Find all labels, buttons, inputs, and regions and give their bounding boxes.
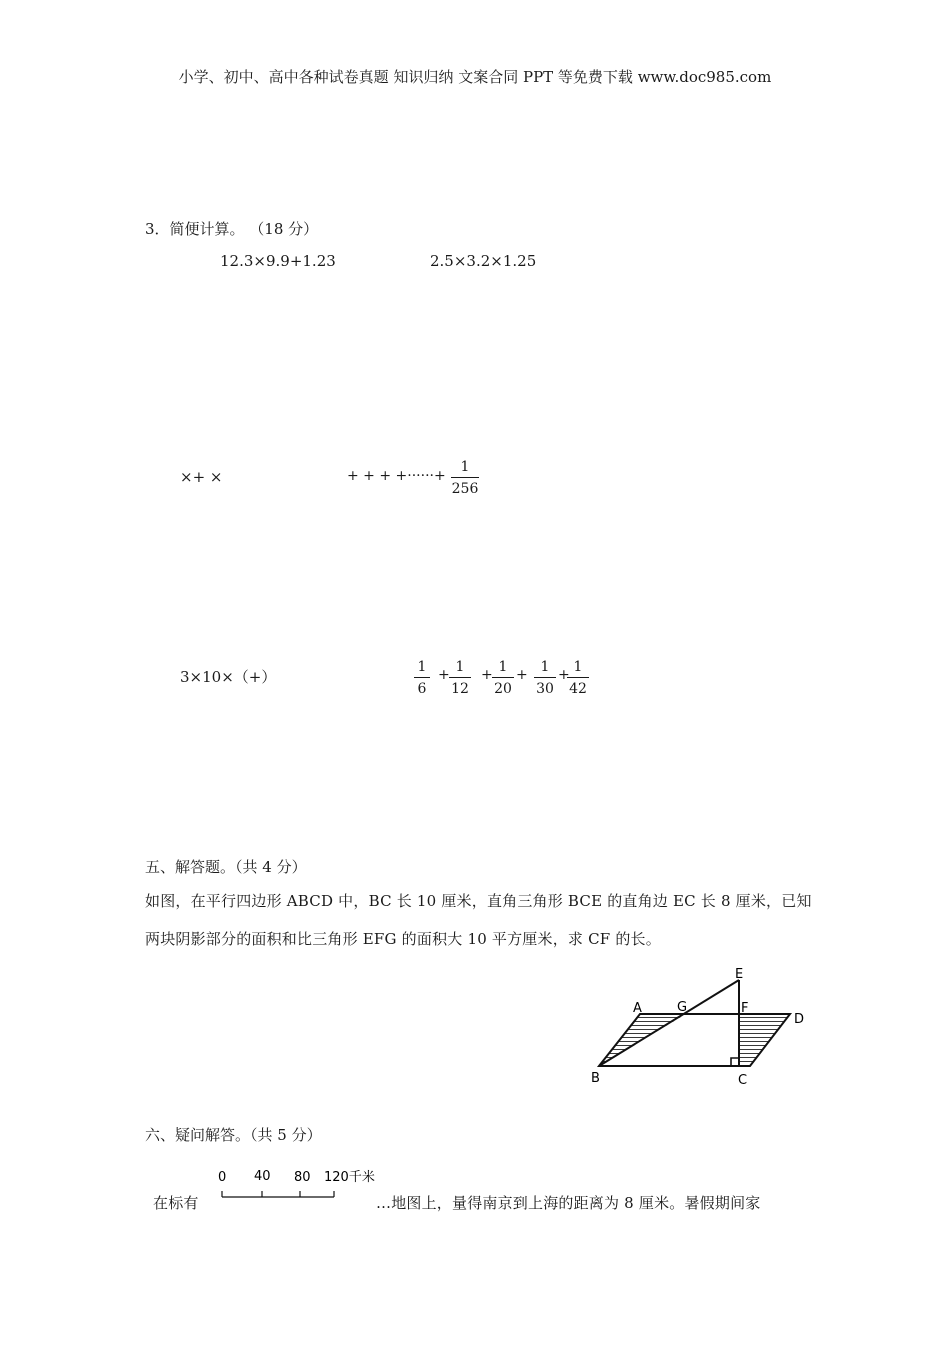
line-be: [599, 980, 739, 1066]
q3-expr-1: 12.3×9.9+1.23: [220, 252, 336, 270]
label-g: G: [677, 1000, 688, 1015]
section-6-text-before: 在标有: [153, 1194, 199, 1212]
scale-label-0: 0: [218, 1170, 227, 1185]
q3-expr-4-prefix: + + + +······+: [347, 468, 446, 484]
fraction-numerator: 1: [455, 659, 465, 675]
q3-expr-6-fraction-5: [567, 660, 589, 696]
q3-expr-3: ×+ ×: [180, 468, 223, 486]
fraction-denominator: 6: [417, 681, 427, 697]
q3-expr-6-fraction-4: [534, 660, 556, 696]
map-scale-bar: [212, 1164, 382, 1204]
right-angle-mark: [731, 1058, 739, 1066]
q3-expr-2: 2.5×3.2×1.25: [430, 252, 537, 270]
fraction-denominator: 42: [569, 681, 587, 697]
q3-expr-6-fraction-1: [414, 660, 430, 696]
label-f: F: [741, 1001, 749, 1016]
shaded-region-right: [739, 1014, 790, 1066]
fraction-numerator: 1: [460, 459, 470, 475]
fraction-denominator: 256: [451, 481, 479, 497]
plus-sign: +: [481, 667, 493, 683]
plus-sign: +: [558, 667, 570, 683]
fraction-denominator: 30: [536, 681, 554, 697]
q3-expr-6-fraction-2: [449, 660, 471, 696]
fraction-denominator: 20: [494, 681, 512, 697]
label-e: E: [735, 967, 744, 982]
fraction-numerator: 1: [498, 659, 508, 675]
label-c: C: [738, 1073, 748, 1088]
plus-sign: +: [516, 667, 528, 683]
parallelogram-figure: [585, 962, 815, 1092]
section-5-text-line-1: 如图，在平行四边形 ABCD 中，BC 长 10 厘米，直角三角形 BCE 的直角边 EC 长 8 厘米，已知: [145, 892, 812, 910]
fraction-denominator: 12: [451, 681, 469, 697]
scale-label-80: 80: [294, 1170, 311, 1185]
q3-title: 3．简便计算。 （18 分）: [145, 220, 319, 238]
section-6-title: 六、疑问解答。（共 5 分）: [145, 1126, 322, 1144]
fraction-numerator: 1: [417, 659, 427, 675]
label-b: B: [591, 1071, 600, 1086]
q3-expr-5: 3×10×（+）: [180, 668, 277, 686]
scale-label-40: 40: [254, 1169, 271, 1184]
section-5-text-line-2: 两块阴影部分的面积和比三角形 EFG 的面积大 10 平方厘米，求 CF 的长。: [145, 930, 661, 948]
q3-expr-6-fraction-3: [492, 660, 514, 696]
plus-sign: +: [438, 667, 450, 683]
label-a: A: [633, 1001, 642, 1016]
scale-label-120: 120千米: [324, 1170, 375, 1185]
section-5-title: 五、解答题。（共 4 分）: [145, 858, 307, 876]
q3-expr-4-fraction: [451, 460, 479, 496]
page-header: 小学、初中、高中各种试卷真题 知识归纳 文案合同 PPT 等免费下载 www.doc985.com: [178, 68, 772, 86]
fraction-numerator: 1: [573, 659, 583, 675]
label-d: D: [794, 1012, 805, 1027]
fraction-numerator: 1: [540, 659, 550, 675]
section-6-text-after: …地图上，量得南京到上海的距离为 8 厘米。暑假期间家: [376, 1194, 761, 1212]
